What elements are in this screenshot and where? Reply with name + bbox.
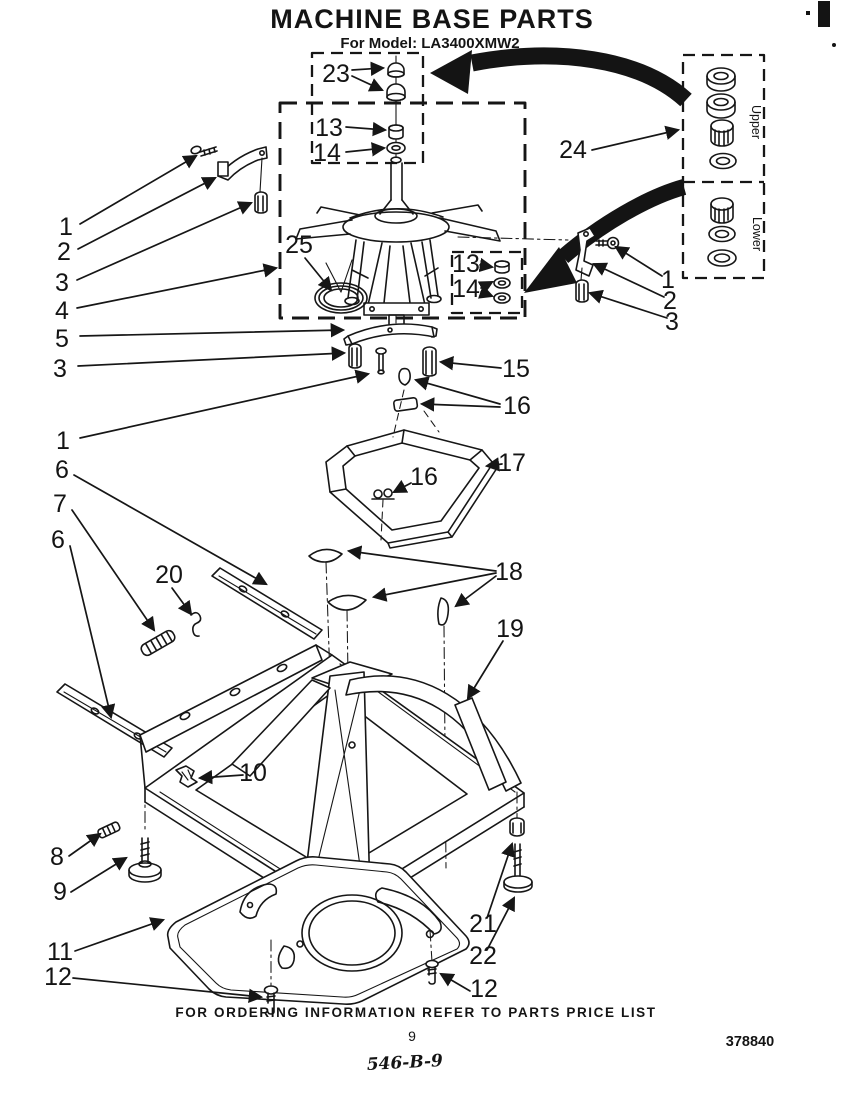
bearing-kit-upper-label: Upper bbox=[749, 104, 763, 140]
callout-label-2: 2 bbox=[57, 238, 71, 266]
callout-label-12: 12 bbox=[470, 975, 498, 1003]
bearing-kit-parts bbox=[707, 68, 736, 266]
callout-label-17: 17 bbox=[498, 449, 526, 477]
bearing-kit-lower-label: Lower bbox=[750, 216, 764, 252]
centerline bbox=[458, 237, 568, 240]
callout-label-15: 15 bbox=[502, 355, 530, 383]
callout-label-6: 6 bbox=[55, 456, 69, 484]
callout-label-1: 1 bbox=[56, 427, 70, 455]
callout-label-7: 7 bbox=[53, 490, 67, 518]
screw-12-right bbox=[426, 961, 438, 985]
plate-number: 378840 bbox=[725, 1034, 775, 1050]
callout-label-10: 10 bbox=[239, 759, 267, 787]
spring-and-hook bbox=[139, 613, 200, 657]
callout-label-13: 13 bbox=[452, 250, 480, 278]
callout-label-12: 12 bbox=[44, 963, 72, 991]
callout-label-2: 2 bbox=[663, 287, 677, 315]
page-title: MACHINE BASE PARTS bbox=[270, 4, 594, 34]
callout-label-11: 11 bbox=[47, 938, 73, 966]
callout-label-23: 23 bbox=[322, 60, 350, 88]
callout-label-1: 1 bbox=[59, 213, 73, 241]
suspension-bracket-parts bbox=[344, 324, 439, 437]
callout-label-24: 24 bbox=[559, 136, 587, 164]
thick-arrow-to-lower-washers bbox=[524, 187, 684, 293]
callout-label-3: 3 bbox=[665, 308, 679, 336]
callout-label-14: 14 bbox=[313, 139, 341, 167]
callout-label-5: 5 bbox=[55, 325, 69, 353]
scan-artifact bbox=[806, 1, 836, 47]
base-pan bbox=[168, 857, 469, 1004]
handwritten-reference: 546-B-9 bbox=[366, 1051, 444, 1075]
lower-washer-parts bbox=[494, 261, 510, 303]
seal-ring bbox=[315, 260, 367, 313]
callout-label-19: 19 bbox=[496, 615, 524, 643]
callout-label-22: 22 bbox=[469, 942, 497, 970]
footer-ordering-note: FOR ORDERING INFORMATION REFER TO PARTS PRICE LIST bbox=[175, 1005, 657, 1020]
page-number: 9 bbox=[408, 1028, 416, 1044]
callout-label-18: 18 bbox=[495, 558, 523, 586]
callout-label-9: 9 bbox=[53, 878, 67, 906]
callout-label-16: 16 bbox=[410, 463, 438, 491]
callout-label-13: 13 bbox=[315, 114, 343, 142]
thick-arrow-to-upper-bearings bbox=[430, 50, 686, 100]
callout-label-6: 6 bbox=[51, 526, 65, 554]
callout-label-4: 4 bbox=[55, 297, 69, 325]
page-subtitle: For Model: LA3400XMW2 bbox=[340, 35, 520, 52]
spindle-shaft-parts bbox=[387, 56, 405, 163]
callout-label-16: 16 bbox=[503, 392, 531, 420]
callout-label-14: 14 bbox=[452, 275, 480, 303]
callout-label-1: 1 bbox=[661, 266, 675, 294]
callout-label-3: 3 bbox=[53, 355, 67, 383]
left-stem-bracket-parts bbox=[190, 145, 267, 213]
bearing-kit-box bbox=[683, 55, 764, 278]
callout-label-8: 8 bbox=[50, 843, 64, 871]
callout-label-3: 3 bbox=[55, 269, 69, 297]
callout-label-25: 25 bbox=[285, 231, 313, 259]
callout-label-21: 21 bbox=[469, 910, 497, 938]
callout-label-20: 20 bbox=[155, 561, 183, 589]
